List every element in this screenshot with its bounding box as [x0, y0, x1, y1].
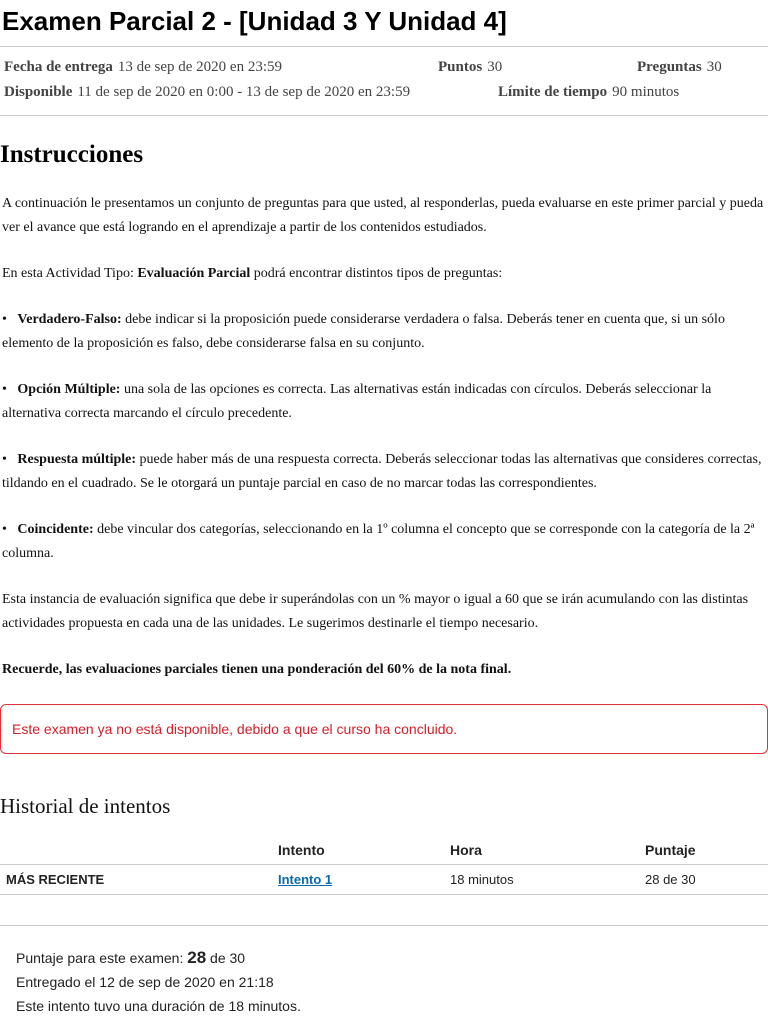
- column-header-attempt: Intento: [272, 836, 444, 865]
- question-type-text: debe indicar si la proposición puede considerarse verdadera o falsa. Deberás tener en cuenta que, si un sólo elemento de la proposición es falso, debe considerarse falsa en su conjunto.: [2, 312, 725, 351]
- instructions-intro: A continuación le presentamos un conjunto de preguntas para que usted, al responderlas, pueda evaluarse en este primer parcial y pueda ver el avance que está logrando en el aprendizaje a partir de los contenidos estudiados.: [2, 196, 764, 235]
- points: [438, 59, 502, 76]
- instructions-section: [0, 138, 768, 682]
- column-header-time: Hora: [444, 836, 639, 865]
- question-type-item: [0, 308, 768, 356]
- submitted-date: Entregado el 12 de sep de 2020 en 21:18: [16, 974, 274, 990]
- score-suffix: de 30: [206, 950, 246, 966]
- questions: [637, 59, 722, 76]
- quiz-details: [0, 47, 768, 115]
- instructions-activity-type: [0, 262, 768, 286]
- time-limit-value: 90 minutos: [612, 84, 680, 100]
- question-type-term: Respuesta múltiple:: [17, 452, 137, 467]
- question-type-text: debe vincular dos categorías, seleccionando en la 1º columna el concepto que se corresponde con la categoría de la 2ª columna.: [2, 522, 755, 561]
- exam-score: [16, 946, 768, 970]
- due-date-value: 13 de sep de 2020 en 23:59: [117, 59, 283, 75]
- question-type-term: Coincidente:: [17, 522, 94, 537]
- points-value: 30: [487, 59, 503, 75]
- bullet: •: [2, 452, 7, 467]
- bullet: •: [2, 312, 7, 327]
- attempt-history-heading: Historial de intentos: [0, 794, 171, 818]
- attempt-time: 18 minutos: [444, 865, 639, 895]
- due-date-label: Fecha de entrega: [4, 59, 113, 75]
- attempt-status: MÁS RECIENTE: [0, 865, 272, 895]
- page-title: Examen Parcial 2 - [Unidad 3 Y Unidad 4]: [2, 6, 507, 36]
- table-row: [0, 865, 768, 895]
- column-header-score: Puntaje: [639, 836, 768, 865]
- attempt-cell: [272, 865, 444, 895]
- activity-type-name: Evaluación Parcial: [137, 266, 251, 281]
- weighting-text: Recuerde, las evaluaciones parciales tienen una ponderación del 60% de la nota final.: [2, 662, 512, 677]
- attempt-summary: [0, 925, 768, 1018]
- bullet: •: [2, 522, 7, 537]
- instructions-heading: Instrucciones: [0, 141, 144, 168]
- attempt-link[interactable]: Intento 1: [278, 872, 333, 887]
- question-type-item: [0, 378, 768, 426]
- question-type-term: Opción Múltiple:: [17, 382, 121, 397]
- score-value: 28: [187, 948, 207, 967]
- attempt-score: 28 de 30: [639, 865, 768, 895]
- questions-value: 30: [706, 59, 722, 75]
- question-type-term: Verdadero-Falso:: [17, 312, 122, 327]
- time-limit-label: Límite de tiempo: [498, 84, 608, 100]
- question-type-item: [0, 448, 768, 496]
- bullet: •: [2, 382, 7, 397]
- availability-label: Disponible: [4, 84, 73, 100]
- time-limit: [498, 84, 679, 101]
- question-type-item: [0, 518, 768, 566]
- points-label: Puntos: [438, 59, 483, 75]
- availability-value: 11 de sep de 2020 en 0:00 - 13 de sep de 2020 en 23:59: [77, 84, 411, 100]
- attempt-history-table: [0, 836, 768, 895]
- availability: [4, 84, 410, 101]
- table-header-row: [0, 836, 768, 865]
- questions-label: Preguntas: [637, 59, 702, 75]
- instructions-weighting-note: [0, 658, 768, 682]
- score-prefix: Puntaje para este examen:: [16, 950, 188, 966]
- unavailable-alert: Este examen ya no está disponible, debido a que el curso ha concluido.: [0, 704, 768, 754]
- question-type-text: una sola de las opciones es correcta. Las alternativas están indicadas con círculos. Deberás seleccionar la alternativa correcta marcando el círculo precedente.: [2, 382, 712, 421]
- column-header-label: [0, 836, 272, 865]
- due-date: [4, 59, 282, 76]
- question-type-text: puede haber más de una respuesta correcta. Deberás seleccionar todas las alternativas que consideres correctas, tildando en el cuadrado. Se le otorgará un puntaje parcial en caso de no marcar todas las correspondientes.: [2, 452, 762, 491]
- divider: [0, 115, 768, 116]
- attempt-duration: Este intento tuvo una duración de 18 minutos.: [16, 998, 301, 1014]
- instructions-evaluation-note: Esta instancia de evaluación significa que debe ir superándolas con un % mayor o igual a 60 que se irán acumulando con las distintas actividades propuesta en cada una de las unidades. Le sugerimos destinarle el tiempo necesario.: [2, 592, 749, 631]
- activity-type-suffix: podrá encontrar distintos tipos de preguntas:: [250, 266, 503, 281]
- activity-type-prefix: En esta Actividad Tipo:: [2, 266, 138, 281]
